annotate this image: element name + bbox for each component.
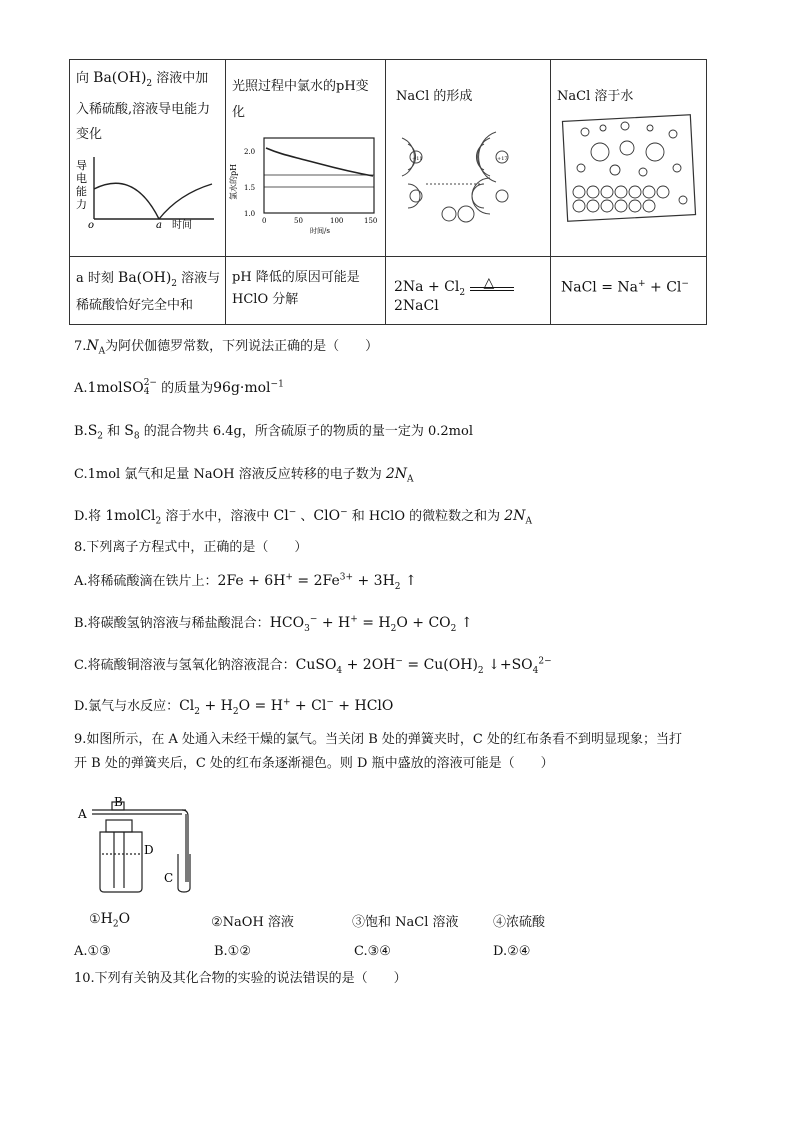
label-c: C	[164, 871, 174, 885]
svg-text:+17: +17	[497, 156, 508, 162]
svg-text:+11: +11	[412, 156, 423, 162]
nacl-ionization-equation: NaCl = Na+ + Cl−	[561, 279, 689, 296]
cell-ph-conclusion: pH 降低的原因可能是HClO 分解	[226, 257, 386, 325]
xtick: 0	[262, 217, 267, 225]
cell-nacl-formation	[386, 60, 551, 257]
q7-option-a: A.1molSO 2− 4 的质量为96g·mol$^{-1}$	[74, 378, 284, 397]
q7-option-c: C.1mol 氯气和足量 NaOH 溶液反应转移的电子数为 $2N_A$	[74, 466, 414, 485]
q9-item-1: $①H_2O$	[89, 911, 131, 930]
ph-curve	[266, 148, 373, 176]
q9-item-3: ③饱和 NaCl 溶液	[352, 915, 459, 930]
q9-choice-d: D.②④	[493, 944, 531, 959]
q8-option-d: D.氯气与水反应：$Cl_2 + H_2O = H^+ + Cl^-$ + HClO	[74, 697, 394, 717]
chart-ylabel: 导	[76, 158, 87, 172]
q8-option-a: A.将稀硫酸滴在铁片上：$2Fe + 6H^+ = 2Fe^{3+} + 3H_2$ ↑	[74, 572, 417, 592]
cell-text: 溶液中加入稀硫酸,溶液导电能力变化	[76, 71, 211, 142]
cell-nacl-ionization	[551, 257, 707, 325]
q10-stem: 10.下列有关钠及其化合物的实验的说法错误的是（ ）	[74, 971, 407, 986]
q9-item-4: ④浓硫酸	[493, 915, 546, 930]
q9-stem-line2: 开 B 处的弹簧夹后，C 处的红布条逐渐褪色。则 D 瓶中盛放的溶液可能是（ ）	[74, 756, 554, 771]
cell-nacl-equation	[386, 257, 551, 325]
plot-frame	[264, 138, 374, 213]
chart-xlabel: 时间	[172, 219, 192, 231]
cell-ba-oh2-experiment	[70, 60, 226, 257]
q9-item-2: ②NaOH 溶液	[211, 915, 294, 930]
q9-apparatus-figure	[74, 784, 214, 896]
xtick: 150	[364, 217, 378, 225]
nacl-formation-equation: $2Na + Cl_2$ △ 2NaCl	[386, 257, 550, 314]
heat-symbol: △	[483, 275, 495, 291]
q8-option-c: C.将硫酸铜溶液与氢氧化钠溶液混合：CuSO$_4$ + $2OH^- = Cu(OH)_2$ $↓+SO_4^{2-}$	[74, 656, 552, 676]
conductivity-curve-falling	[94, 183, 159, 219]
label-a: A	[78, 807, 87, 821]
chart-mark-a: a	[156, 219, 162, 231]
xtick: 50	[294, 217, 303, 225]
q7-option-b: $B.S_2$ 和 $S_8$ 的混合物共 6.4g，所含硫原子的物质的量一定为 0.2mol	[74, 423, 473, 442]
svg-text:能: 能	[76, 184, 87, 198]
q9-choice-a: A.①③	[74, 944, 111, 959]
cell-text: NaCl 的形成	[396, 89, 473, 104]
conductivity-chart	[74, 149, 224, 229]
cell-chlorine-water-ph	[226, 60, 386, 257]
cell-text: NaCl 溶于水	[557, 89, 634, 104]
chart-xlabel: 时间/s	[310, 227, 330, 235]
cell-ba-oh2-conclusion: a 时刻 $Ba(OH)_2$ 溶液与稀硫酸恰好完全中和	[70, 257, 226, 325]
svg-text:电: 电	[76, 171, 87, 185]
ph-chart	[230, 130, 380, 240]
cell-text: 向	[76, 71, 90, 86]
cell-text: 光照过程中氯水的pH变化	[232, 79, 369, 120]
q9-stem-line1: 9.如图所示，在 A 处通入未经干燥的氯气。当关闭 B 处的弹簧夹时，C 处的红布条看不到明显现象；当打	[74, 732, 682, 747]
label-d: D	[144, 843, 154, 857]
q9-choice-c: C.③④	[354, 944, 391, 959]
ba-oh2-formula: $Ba(OH)_2$	[93, 70, 153, 89]
q8-stem: 8.下列离子方程式中，正确的是（ ）	[74, 540, 308, 555]
nacl-formation-diagram	[394, 114, 544, 224]
ytick: 1.0	[244, 210, 256, 218]
chart-origin: o	[88, 219, 95, 231]
cell-nacl-dissolve	[551, 60, 707, 257]
svg-text:力: 力	[76, 197, 87, 211]
chart-ylabel: 氯水的pH	[229, 163, 238, 200]
xtick: 100	[330, 217, 344, 225]
q6-table	[69, 59, 707, 325]
label-b: B	[114, 795, 123, 809]
q7-option-d: D.将 1molCl$_2$ 溶于水中，溶液中 Cl− 、ClO− 和 HClO 的微粒数之和为 $2N_A$	[74, 507, 532, 527]
nacl-dissolve-diagram	[555, 112, 703, 227]
q7-stem: $7.N_A$为阿伏伽德罗常数，下列说法正确的是（ ）	[74, 338, 379, 357]
q8-option-b: B.将碳酸氢钠溶液与稀盐酸混合：$HCO_3^- + H^+ = H_2O + CO_2$ ↑	[74, 614, 473, 634]
ytick: 2.0	[244, 148, 256, 156]
ytick: 1.5	[244, 184, 256, 192]
q9-choice-b: B.①②	[214, 944, 251, 959]
conductivity-curve-rising	[159, 184, 212, 219]
